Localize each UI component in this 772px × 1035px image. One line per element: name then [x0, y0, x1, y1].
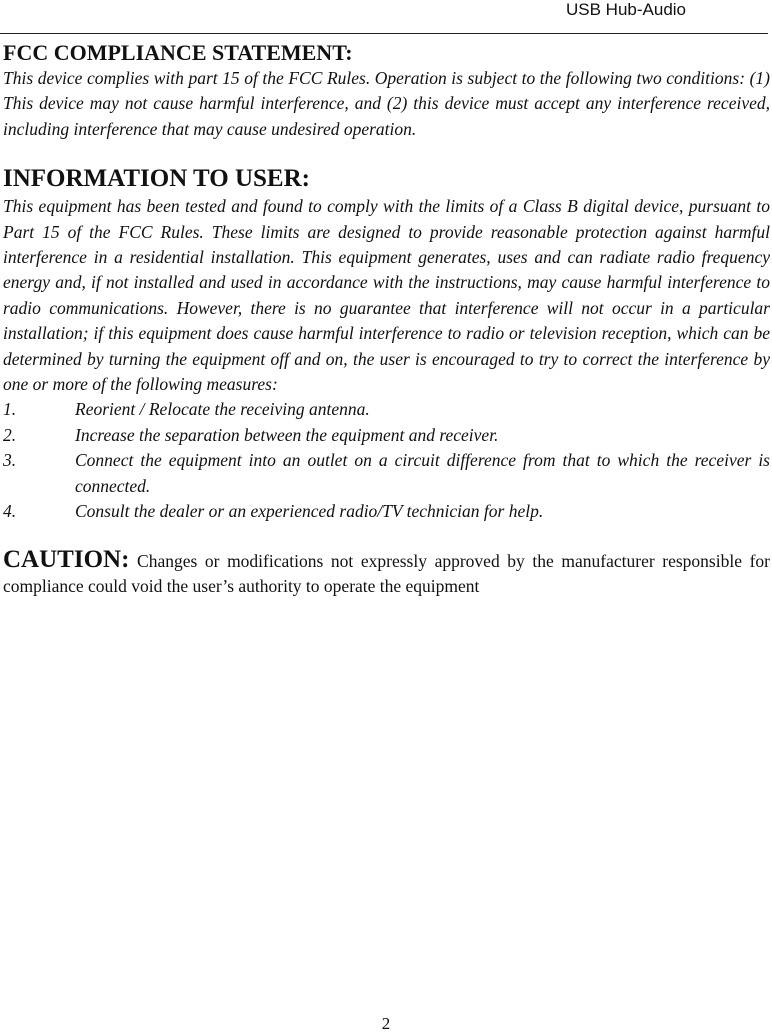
caution-paragraph	[3, 547, 770, 600]
list-item-number: 3.	[3, 450, 17, 471]
list-item-text: Reorient / Relocate the receiving antenna.	[75, 399, 370, 420]
list-item	[3, 423, 770, 448]
list-item	[3, 397, 770, 422]
fcc-compliance-text: This device complies with part 15 of the FCC Rules. Operation is subject to the following two conditions: (1) This device may not cause harmful interference, and (2) this device must accept any interference received, including interference that may cause undesired operation.	[3, 68, 770, 139]
list-item-text: Increase the separation between the equipment and receiver.	[75, 424, 499, 445]
list-item-number: 4.	[3, 501, 17, 522]
information-to-user-section	[3, 164, 770, 524]
fcc-compliance-section	[3, 39, 770, 142]
information-to-user-heading: INFORMATION TO USER:	[3, 165, 310, 193]
list-item-text: Connect the equipment into an outlet on a circuit difference from that to which the receiver is connected.	[75, 450, 770, 496]
page-header-title: USB Hub-Audio	[566, 0, 687, 19]
section-spacer	[3, 525, 770, 547]
section-spacer	[3, 142, 770, 164]
list-item	[3, 448, 770, 499]
measures-list	[3, 397, 770, 524]
information-to-user-text: This equipment has been tested and found to comply with the limits of a Class B digital device, pursuant to Part 15 of the FCC Rules. These limits are designed to provide reasonable protection against harmful interference in a residential installation. This equipment generates, uses and can radiate radio frequency energy and, if not installed and used in accordance with the instructions, may cause harmful interference to radio communications. However, there is no guarantee that interference will not occur in a particular installation; if this equipment does cause harmful interference to radio or television reception, which can be determined by turning the equipment off and on, the user is encouraged to try to correct the interference by one or more of the following measures:	[3, 196, 770, 395]
caution-label: CAUTION:	[3, 545, 130, 573]
header-divider	[0, 33, 768, 34]
page-number: 2	[381, 1014, 391, 1033]
list-item-number: 1.	[3, 399, 17, 420]
fcc-compliance-heading: FCC COMPLIANCE STATEMENT:	[3, 40, 353, 65]
caution-text: Changes or modifications not expressly approved by the manufacturer responsible for compliance could void the user’s authority to operate the equipment	[3, 550, 770, 596]
list-item	[3, 499, 770, 524]
list-item-number: 2.	[3, 424, 17, 445]
list-item-text: Consult the dealer or an experienced radio/TV technician for help.	[75, 501, 544, 522]
caution-section	[3, 547, 770, 600]
document-body	[3, 39, 770, 599]
